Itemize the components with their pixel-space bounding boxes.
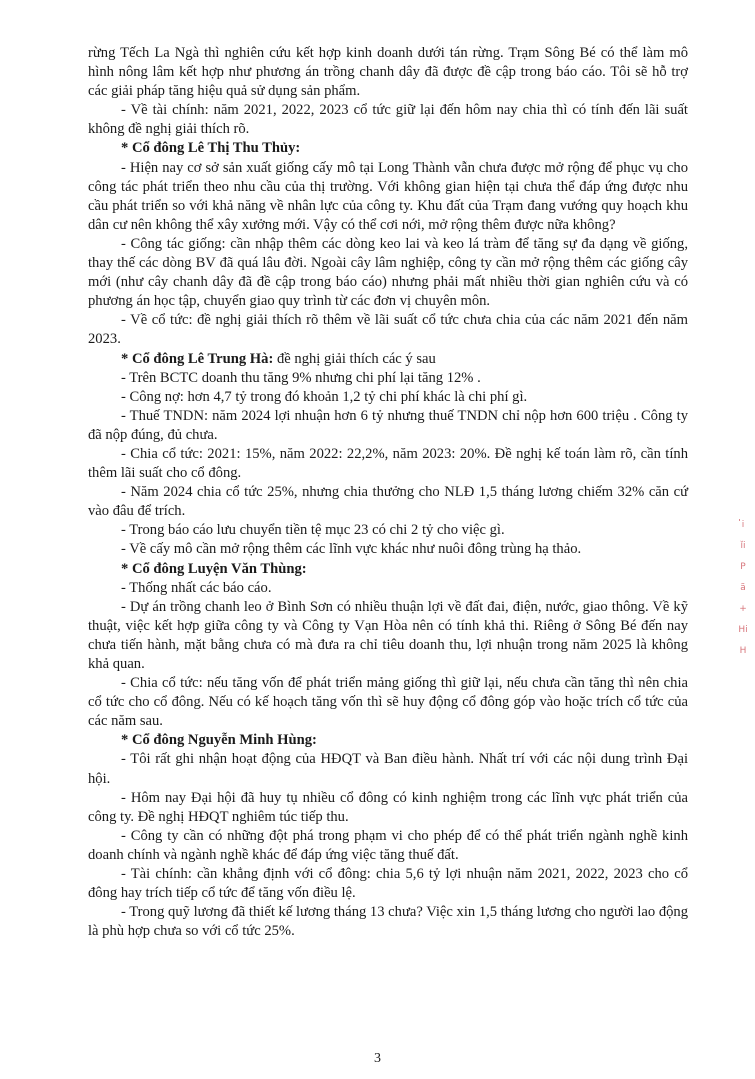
stamp-mark: ̇̇i bbox=[741, 520, 745, 530]
stamp-mark: Hi bbox=[738, 625, 748, 635]
stamp-mark: ã bbox=[740, 583, 746, 593]
edge-stamp-marks bbox=[737, 520, 749, 667]
shareholder-heading: * Cổ đông Nguyễn Minh Hùng: bbox=[121, 732, 317, 749]
bullet-paragraph: - Về tài chính: năm 2021, 2022, 2023 cổ tức giữ lại đến hôm nay chia thì có tính đến lãi suất không đề nghị giải thích rõ. bbox=[88, 102, 688, 138]
bullet-paragraph: - Công ty cần có những đột phá trong phạm vi cho phép để có thể phát triển ngành nghề kinh doanh chính và ngành nghề khác để đáp ứng việc tăng thuế đất. bbox=[88, 827, 688, 863]
bullet-paragraph: - Thuế TNDN: năm 2024 lợi nhuận hơn 6 tỷ nhưng thuế TNDN chỉ nộp hơn 600 triệu . Công ty đã nộp đúng, đủ chưa. bbox=[88, 407, 688, 443]
stamp-mark: H bbox=[739, 646, 747, 656]
bullet-paragraph: - Về cổ tức: đề nghị giải thích rõ thêm về lãi suất cổ tức chưa chia của các năm 2021 đến năm 2023. bbox=[88, 312, 688, 348]
shareholder-heading: * Cổ đông Lê Thị Thu Thủy: bbox=[121, 140, 301, 157]
bullet-paragraph: - Tài chính: cần khẳng định với cổ đông: chia 5,6 tỷ lợi nhuận năm 2021, 2022, 2023 cho cổ đông hay trích tiếp cổ tức để tăng vốn điều lệ. bbox=[88, 866, 688, 902]
bullet-paragraph: - Công tác giống: cần nhập thêm các dòng keo lai và keo lá tràm để tăng sự đa dạng về giống, thay thế các dòng BV đã quá lâu đời. Ngoài cây lâm nghiệp, công ty cần mở rộng thêm các giống cây mới (như cây chanh dây đã đề cập trong báo cáo) nhưng phải mất nhiều thời gian nghiên cứu và có phương án học tập, chuyển giao quy trình từ các đơn vị chuyên môn. bbox=[88, 235, 688, 310]
bullet-paragraph: - Công nợ: hơn 4,7 tỷ trong đó khoản 1,2 tỷ chi phí khác là chi phí gì. bbox=[121, 388, 528, 405]
shareholder-heading bbox=[88, 350, 688, 369]
bullet-paragraph: - Trong báo cáo lưu chuyển tiền tệ mục 23 có chi 2 tỷ cho việc gì. bbox=[121, 522, 505, 539]
stamp-mark: P bbox=[740, 562, 746, 572]
bullet-paragraph: - Dự án trồng chanh leo ở Bình Sơn có nhiều thuận lợi về đất đai, điện, nước, giao thông. Về kỹ thuật, việc kết hợp giữa công ty và Công ty Vạn Hòa nên có tính khả thi. Riêng ở Sông Bé đến nay chưa tiến hành, mặt bằng chưa có mà đưa ra chỉ tiêu doanh thu, lợi nhuận trong năm 2025 là không khả quan. bbox=[88, 598, 688, 672]
bullet-paragraph: - Tôi rất ghi nhận hoạt động của HĐQT và Ban điều hành. Nhất trí với các nội dung trình Đại hội. bbox=[88, 751, 688, 787]
bullet-paragraph: - Chia cổ tức: nếu tăng vốn để phát triển mảng giống thì giữ lại, nếu chưa cần tăng thì nên chia cổ tức cho cổ đông. Nếu có kế hoạch tăng vốn thì sẽ huy động cổ đông góp vào hoặc trích cổ tức của các năm sau. bbox=[88, 675, 688, 730]
bullet-paragraph: - Trên BCTC doanh thu tăng 9% nhưng chi phí lại tăng 12% . bbox=[121, 369, 481, 386]
bullet-paragraph: - Chia cổ tức: 2021: 15%, năm 2022: 22,2%, năm 2023: 20%. Đề nghị kế toán làm rõ, cần tính thêm lãi suất cho cổ đông. bbox=[88, 445, 688, 482]
paragraph: rừng Tếch La Ngà thì nghiên cứu kết hợp kinh doanh dưới tán rừng. Trạm Sông Bé có thể làm mô hình nông lâm kết hợp như phương án trồng chanh dây đã được đề cập trong báo cáo. Tôi sẽ hỗ trợ các giải pháp tăng hiệu quả sử dụng sản phẩm. bbox=[88, 45, 688, 100]
bullet-paragraph: - Năm 2024 chia cổ tức 25%, nhưng chia thưởng cho NLĐ 1,5 tháng lương chiếm 32% căn cứ vào đâu để trích. bbox=[88, 484, 688, 520]
shareholder-name: * Cổ đông Lê Trung Hà: bbox=[121, 350, 274, 367]
bullet-paragraph: - Về cấy mô cần mở rộng thêm các lĩnh vực khác như nuôi đông trùng hạ thảo. bbox=[121, 541, 582, 558]
page-number: 3 bbox=[374, 1051, 381, 1066]
stamp-mark: + bbox=[739, 604, 747, 614]
bullet-paragraph: - Hôm nay Đại hội đã huy tụ nhiều cổ đông có kinh nghiệm trong các lĩnh vực phát triển của công ty. Đề nghị HĐQT nghiêm túc tiếp thu. bbox=[88, 789, 688, 825]
document-body bbox=[88, 44, 688, 941]
shareholder-heading: * Cổ đông Luyện Văn Thùng: bbox=[121, 560, 307, 577]
bullet-paragraph: - Thống nhất các báo cáo. bbox=[121, 579, 272, 596]
stamp-mark: ǐi bbox=[740, 541, 746, 551]
bullet-paragraph: - Hiện nay cơ sở sản xuất giống cấy mô tại Long Thành vẫn chưa được mở rộng để phục vụ cho công tác phát triển theo nhu cầu của thị trường. Với không gian hiện tại chưa thể đáp ứng được nhu cầu phát triển so với khả năng về nhân lực của công ty. Khu đất của Trạm đang vướng quy hoạch khu dân cư nên không thể xây xưởng mới. Vậy có thể cơi nới, mở rộng thêm được nữa không? bbox=[88, 159, 688, 233]
bullet-paragraph: - Trong quỹ lương đã thiết kế lương tháng 13 chưa? Việc xin 1,5 tháng lương cho người lao động là phù hợp chưa so với cổ tức 25%. bbox=[88, 904, 689, 940]
heading-remark: đề nghị giải thích các ý sau bbox=[273, 350, 436, 367]
